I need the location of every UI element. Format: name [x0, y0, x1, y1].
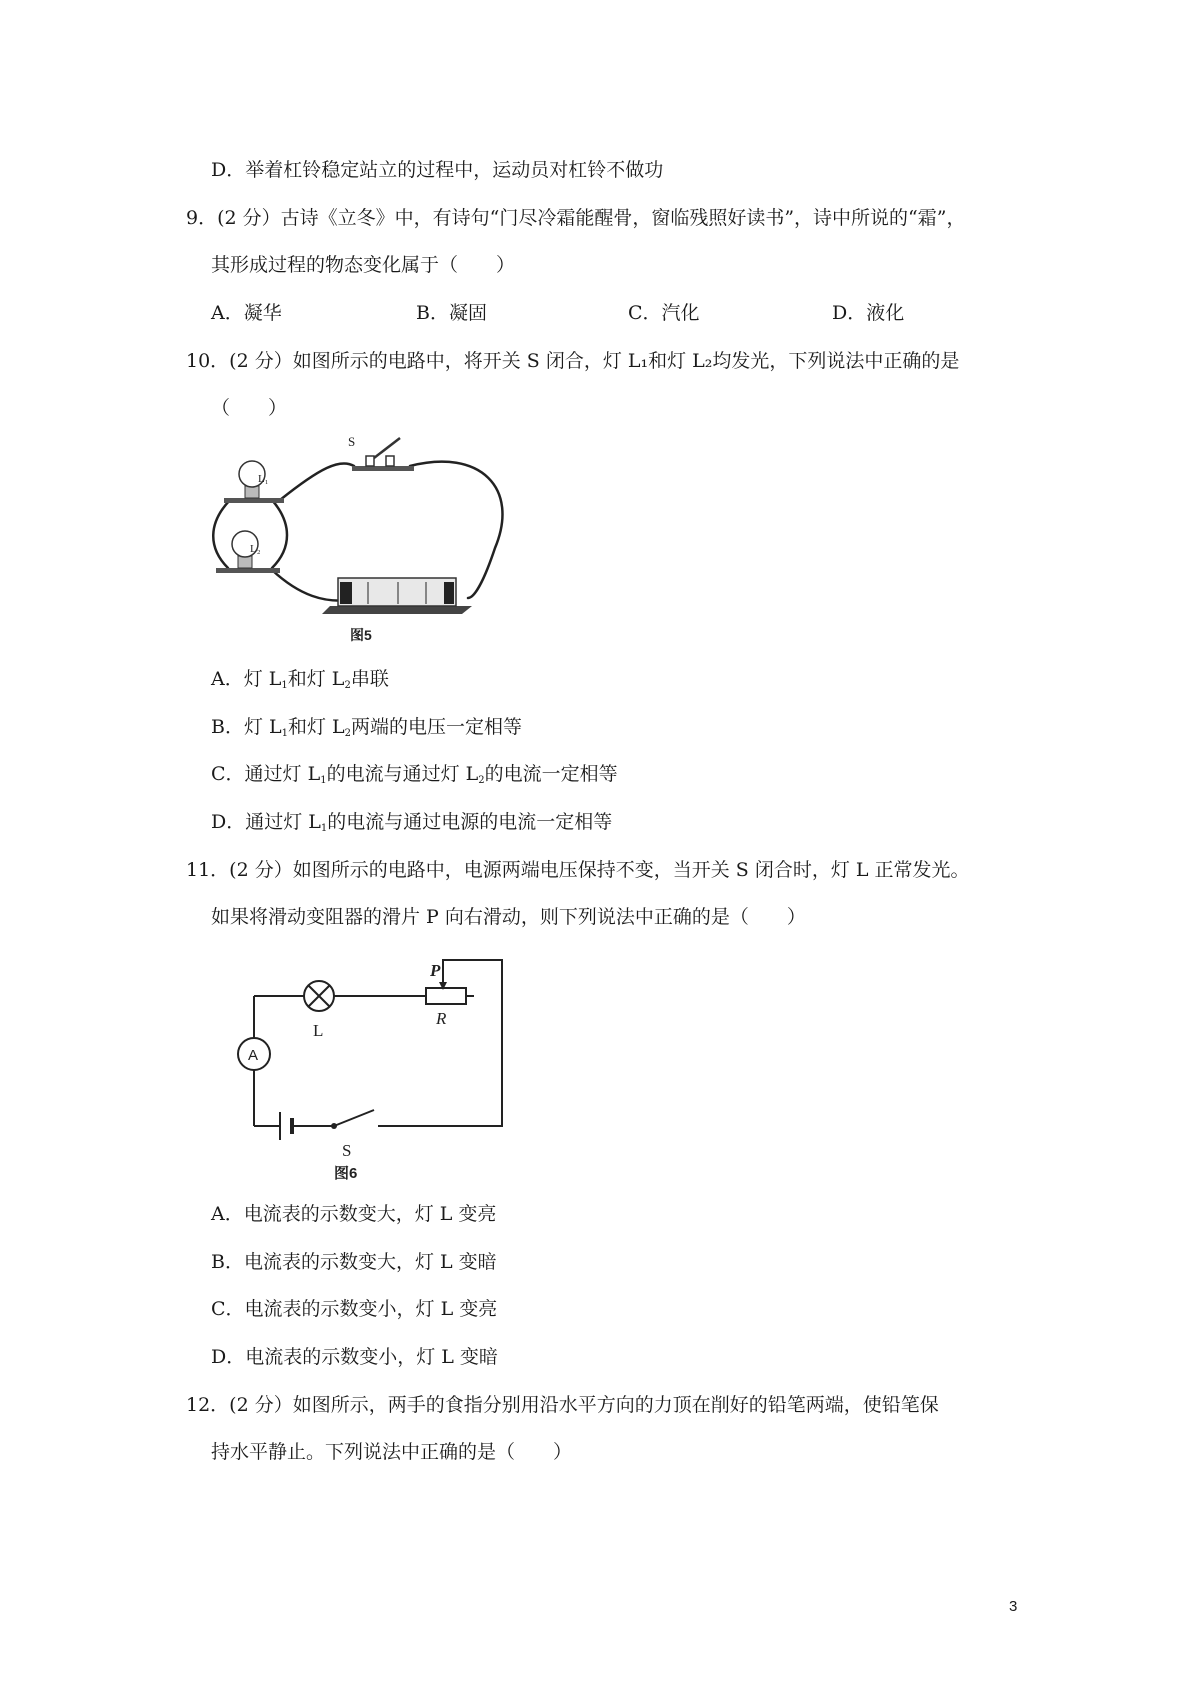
- q12-stem-line1: 12．(2 分）如图所示，两手的食指分别用沿水平方向的力顶在削好的铅笔两端，使铅笔保: [186, 1394, 939, 1416]
- q9-option-c: C．汽化: [628, 302, 700, 324]
- q11-option-d: D．电流表的示数变小，灯 L 变暗: [211, 1346, 498, 1368]
- switch-s2: [331, 1110, 374, 1160]
- q10-stem-line1: 10．(2 分）如图所示的电路中，将开关 S 闭合，灯 L₁和灯 L₂均发光，下列说法中正确的是: [186, 350, 960, 372]
- q10-option-b: B．灯 $L_1$和灯 $L_2$两端的电压一定相等: [211, 716, 523, 739]
- switch-label: S: [348, 434, 356, 449]
- lamp-l: [304, 981, 334, 1040]
- q12-stem-line2: 持水平静止。下列说法中正确的是（ ）: [211, 1441, 573, 1463]
- q9-option-d: D．液化: [832, 302, 905, 324]
- battery-box: [322, 578, 472, 614]
- slider-p-label: P: [430, 961, 441, 980]
- q9-option-a: A．凝华: [211, 302, 282, 324]
- rheostat-r-label: R: [436, 1009, 447, 1028]
- q11-option-b: B．电流表的示数变大，灯 L 变暗: [211, 1251, 497, 1273]
- q9-options: [0, 301, 1200, 325]
- q9-option-b: B．凝固: [416, 302, 487, 324]
- q8-option-d: D．举着杠铃稳定站立的过程中，运动员对杠铃不做功: [211, 159, 664, 181]
- q10-option-d: D．通过灯 $L_1$的电流与通过电源的电流一定相等: [211, 811, 613, 834]
- ammeter-label: A: [248, 1047, 259, 1064]
- battery: [280, 1112, 292, 1140]
- q10-stem-line2: （ ）: [211, 397, 288, 419]
- q11-circuit-figure: [230, 952, 520, 1182]
- q11-stem-line1: 11．(2 分）如图所示的电路中，电源两端电压保持不变，当开关 S 闭合时，灯 L 正常发光。: [186, 859, 970, 881]
- q10-option-c: C．通过灯 $L_1$的电流与通过灯 $L_2$的电流一定相等: [211, 763, 618, 786]
- rheostat-r: [426, 961, 474, 1028]
- switch-s: [348, 434, 414, 471]
- lamp-l2-label: L₂: [250, 543, 261, 555]
- lamp-l-label: L: [313, 1021, 324, 1040]
- figure-5-caption: 图5: [350, 627, 372, 643]
- q11-option-a: A．电流表的示数变大，灯 L 变亮: [211, 1203, 497, 1225]
- q10-circuit-figure: [200, 428, 520, 650]
- q10-option-a: A．灯 $L_1$和灯 $L_2$串联: [211, 668, 389, 691]
- switch-s-label: S: [342, 1141, 352, 1160]
- q11-option-c: C．电流表的示数变小，灯 L 变亮: [211, 1298, 498, 1320]
- wire-middle: [272, 500, 287, 568]
- q11-stem-line2: 如果将滑动变阻器的滑片 P 向右滑动，则下列说法中正确的是（ ）: [211, 906, 806, 928]
- wire-top-left: [280, 463, 354, 500]
- wire-left: [213, 500, 230, 568]
- figure-6-caption: 图6: [334, 1165, 358, 1182]
- q9-stem-line1: 9．(2 分）古诗《立冬》中，有诗句“门尽冷霜能醒骨，窗临残照好读书”，诗中所说的“霜”，: [186, 207, 966, 229]
- lamp-l1: [224, 461, 284, 503]
- lamp-l1-label: L₁: [258, 473, 269, 485]
- ammeter-a: [238, 1038, 270, 1070]
- page-number: 3: [1009, 1598, 1018, 1615]
- q9-stem-line2: 其形成过程的物态变化属于（ ）: [211, 254, 516, 276]
